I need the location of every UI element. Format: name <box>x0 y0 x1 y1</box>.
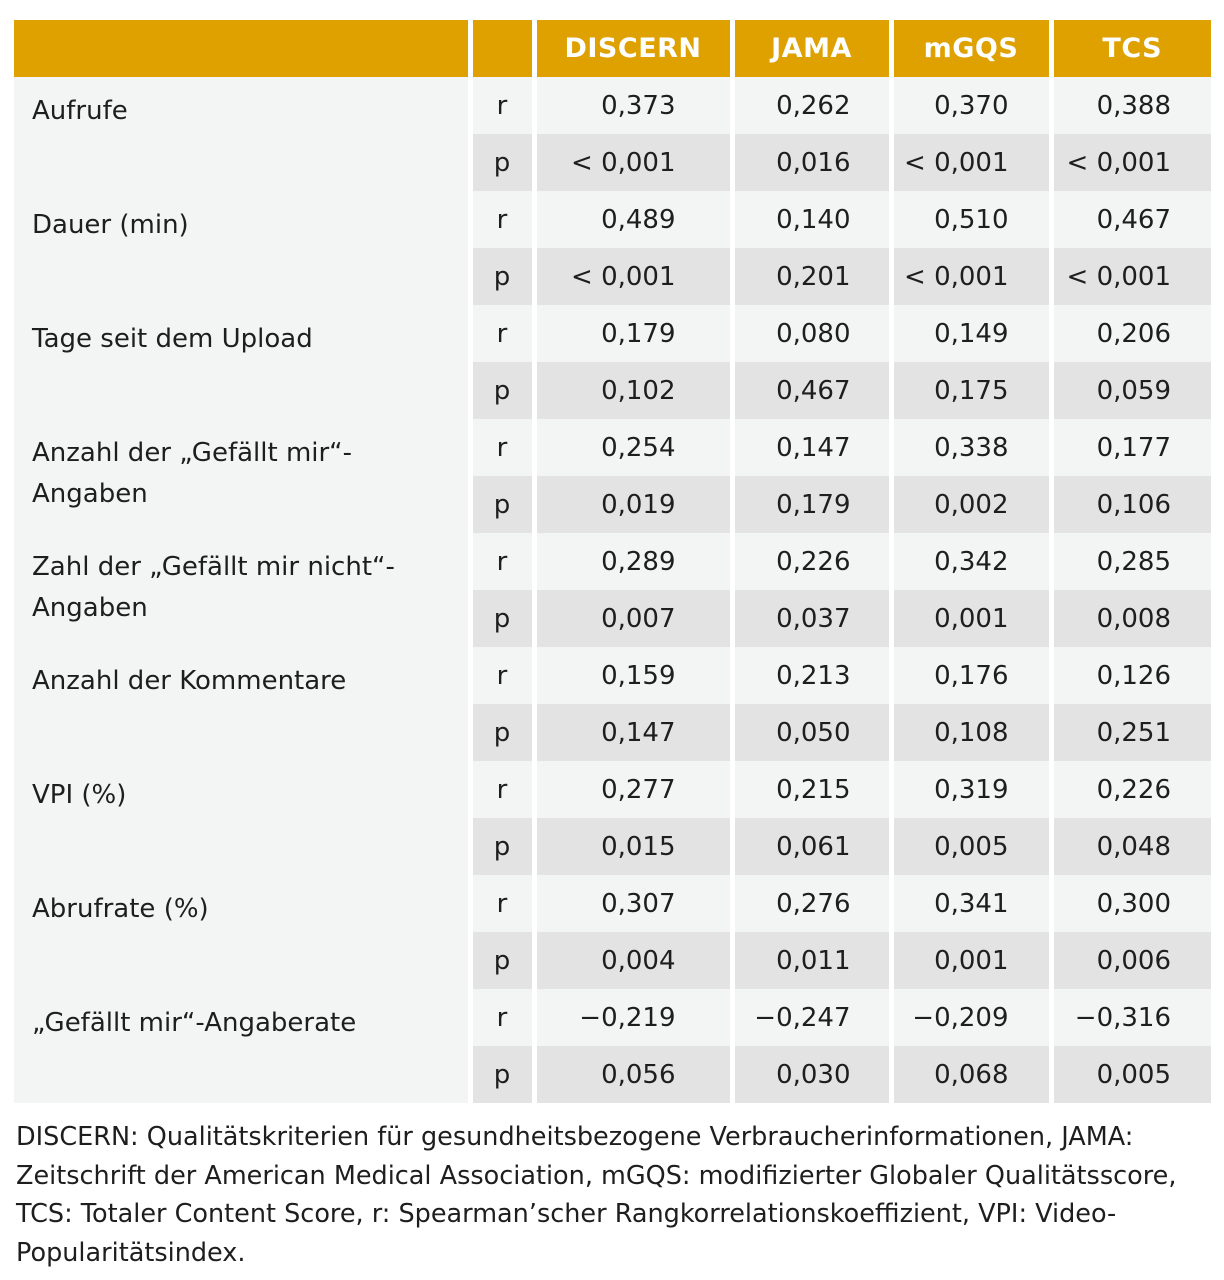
table-row <box>14 533 1211 590</box>
cell-tcs-r: 0,285 <box>1051 533 1211 590</box>
cell-jama-r: 0,215 <box>732 761 891 818</box>
cell-jama-r: 0,226 <box>732 533 891 590</box>
stat-label-p: p <box>470 476 534 533</box>
stat-label-r: r <box>470 533 534 590</box>
cell-discern-r: 0,254 <box>534 419 732 476</box>
cell-jama-r: 0,262 <box>732 77 891 134</box>
cell-mgqs-p: 0,001 <box>891 590 1051 647</box>
cell-discern-p: 0,056 <box>534 1046 732 1103</box>
stat-label-p: p <box>470 134 534 191</box>
table-row <box>14 989 1211 1046</box>
cell-jama-p: 0,467 <box>732 362 891 419</box>
cell-jama-p: 0,050 <box>732 704 891 761</box>
stat-label-p: p <box>470 818 534 875</box>
cell-tcs-r: 0,300 <box>1051 875 1211 932</box>
cell-discern-p: < 0,001 <box>534 248 732 305</box>
table-row <box>14 77 1211 134</box>
cell-mgqs-r: 0,319 <box>891 761 1051 818</box>
table-row <box>14 647 1211 704</box>
header-stat-column <box>470 20 534 77</box>
cell-tcs-p: 0,059 <box>1051 362 1211 419</box>
cell-discern-p: 0,015 <box>534 818 732 875</box>
cell-jama-r: −0,247 <box>732 989 891 1046</box>
cell-discern-r: 0,307 <box>534 875 732 932</box>
cell-jama-r: 0,147 <box>732 419 891 476</box>
cell-mgqs-r: 0,149 <box>891 305 1051 362</box>
header-discern: DISCERN <box>534 20 732 77</box>
cell-tcs-p: 0,251 <box>1051 704 1211 761</box>
cell-discern-p: 0,147 <box>534 704 732 761</box>
table-row <box>14 419 1211 476</box>
cell-mgqs-p: 0,002 <box>891 476 1051 533</box>
stat-label-p: p <box>470 590 534 647</box>
row-label: Dauer (min) <box>14 191 470 305</box>
cell-mgqs-r: 0,341 <box>891 875 1051 932</box>
cell-jama-p: 0,061 <box>732 818 891 875</box>
cell-jama-p: 0,201 <box>732 248 891 305</box>
stat-label-p: p <box>470 932 534 989</box>
stat-label-r: r <box>470 761 534 818</box>
cell-mgqs-p: 0,005 <box>891 818 1051 875</box>
cell-discern-p: 0,007 <box>534 590 732 647</box>
stat-label-r: r <box>470 875 534 932</box>
stat-label-p: p <box>470 248 534 305</box>
cell-tcs-r: 0,467 <box>1051 191 1211 248</box>
stat-label-p: p <box>470 362 534 419</box>
cell-discern-r: 0,373 <box>534 77 732 134</box>
cell-mgqs-r: −0,209 <box>891 989 1051 1046</box>
cell-tcs-p: < 0,001 <box>1051 134 1211 191</box>
table-footnote: DISCERN: Qualitätskriterien für gesundheitsbezogene Verbraucherinformationen, JAMA: Zeitschrift der American Medical Association, mGQS: modifizierter Globaler Qualitätsscore, TCS: Totaler Content Score, r: Spearman’scher Rangkorrelationskoeffizient, VPI: Video-Popularitätsindex. <box>16 1122 1177 1268</box>
stat-label-r: r <box>470 989 534 1046</box>
cell-mgqs-r: 0,342 <box>891 533 1051 590</box>
header-jama: JAMA <box>732 20 891 77</box>
cell-discern-p: 0,019 <box>534 476 732 533</box>
cell-discern-p: 0,102 <box>534 362 732 419</box>
correlation-table <box>14 20 1211 1103</box>
cell-jama-r: 0,276 <box>732 875 891 932</box>
cell-tcs-p: 0,006 <box>1051 932 1211 989</box>
cell-tcs-r: 0,388 <box>1051 77 1211 134</box>
cell-tcs-r: −0,316 <box>1051 989 1211 1046</box>
row-label: Tage seit dem Upload <box>14 305 470 419</box>
cell-tcs-r: 0,177 <box>1051 419 1211 476</box>
row-label: Aufrufe <box>14 77 470 191</box>
cell-jama-p: 0,011 <box>732 932 891 989</box>
cell-tcs-p: 0,005 <box>1051 1046 1211 1103</box>
stat-label-p: p <box>470 704 534 761</box>
table-header-row <box>14 20 1211 77</box>
cell-discern-r: 0,489 <box>534 191 732 248</box>
cell-discern-r: 0,159 <box>534 647 732 704</box>
table-body <box>14 77 1211 1103</box>
stat-label-r: r <box>470 305 534 362</box>
cell-tcs-p: 0,106 <box>1051 476 1211 533</box>
cell-mgqs-r: 0,510 <box>891 191 1051 248</box>
stat-label-r: r <box>470 77 534 134</box>
cell-mgqs-p: 0,175 <box>891 362 1051 419</box>
cell-jama-p: 0,030 <box>732 1046 891 1103</box>
table-row <box>14 875 1211 932</box>
cell-mgqs-p: 0,108 <box>891 704 1051 761</box>
cell-discern-r: 0,289 <box>534 533 732 590</box>
cell-jama-p: 0,179 <box>732 476 891 533</box>
row-label: Abrufrate (%) <box>14 875 470 989</box>
cell-discern-p: < 0,001 <box>534 134 732 191</box>
cell-jama-p: 0,016 <box>732 134 891 191</box>
row-label: Anzahl der Kommentare <box>14 647 470 761</box>
cell-mgqs-r: 0,338 <box>891 419 1051 476</box>
cell-tcs-r: 0,126 <box>1051 647 1211 704</box>
cell-jama-r: 0,213 <box>732 647 891 704</box>
cell-mgqs-p: 0,001 <box>891 932 1051 989</box>
table-row <box>14 191 1211 248</box>
row-label: VPI (%) <box>14 761 470 875</box>
cell-discern-r: 0,277 <box>534 761 732 818</box>
stat-label-r: r <box>470 647 534 704</box>
cell-mgqs-r: 0,370 <box>891 77 1051 134</box>
cell-tcs-p: 0,048 <box>1051 818 1211 875</box>
stat-label-p: p <box>470 1046 534 1103</box>
cell-mgqs-p: < 0,001 <box>891 248 1051 305</box>
cell-tcs-p: 0,008 <box>1051 590 1211 647</box>
header-label-column <box>14 20 470 77</box>
cell-discern-r: 0,179 <box>534 305 732 362</box>
row-label: Anzahl der „Gefällt mir“-Angaben <box>14 419 470 533</box>
header-mgqs: mGQS <box>891 20 1051 77</box>
table-row <box>14 761 1211 818</box>
row-label: Zahl der „Gefällt mir nicht“-Angaben <box>14 533 470 647</box>
header-tcs: TCS <box>1051 20 1211 77</box>
table-row <box>14 305 1211 362</box>
stat-label-r: r <box>470 419 534 476</box>
stat-label-r: r <box>470 191 534 248</box>
row-label: „Gefällt mir“-Angaberate <box>14 989 470 1103</box>
cell-mgqs-r: 0,176 <box>891 647 1051 704</box>
cell-mgqs-p: 0,068 <box>891 1046 1051 1103</box>
cell-jama-r: 0,080 <box>732 305 891 362</box>
cell-tcs-p: < 0,001 <box>1051 248 1211 305</box>
cell-discern-r: −0,219 <box>534 989 732 1046</box>
cell-tcs-r: 0,226 <box>1051 761 1211 818</box>
cell-tcs-r: 0,206 <box>1051 305 1211 362</box>
cell-mgqs-p: < 0,001 <box>891 134 1051 191</box>
correlation-table-container <box>14 20 1210 1103</box>
cell-jama-r: 0,140 <box>732 191 891 248</box>
cell-jama-p: 0,037 <box>732 590 891 647</box>
cell-discern-p: 0,004 <box>534 932 732 989</box>
